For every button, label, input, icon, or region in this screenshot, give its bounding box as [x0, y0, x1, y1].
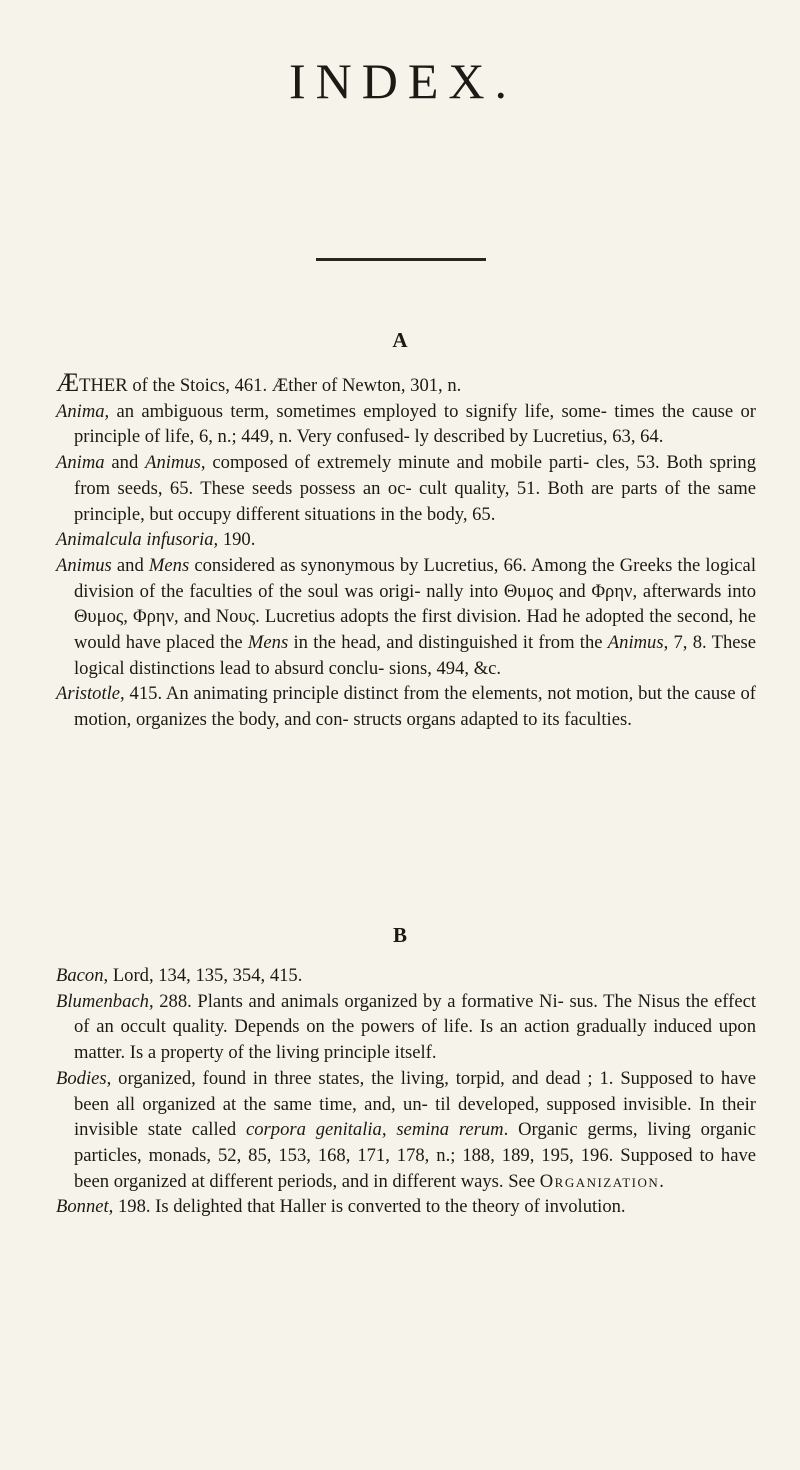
index-entry — [56, 681, 756, 732]
section-b-entries — [56, 963, 756, 1220]
section-letter-a: A — [392, 328, 408, 352]
entry-text: Æ — [56, 368, 80, 397]
entry-headword: Aristotle — [56, 683, 121, 705]
entry-headword: corpora genitalia, semina rerum — [246, 1119, 504, 1141]
index-entry — [56, 450, 756, 527]
entry-text: and — [104, 452, 146, 474]
index-entry — [56, 963, 756, 989]
entry-headword: Animus — [56, 554, 112, 576]
entry-text: . — [659, 1170, 664, 1192]
entry-headword: Bonnet — [56, 1196, 109, 1218]
index-entry — [56, 370, 756, 399]
index-entry — [56, 1194, 756, 1220]
entry-text: , 190. — [213, 529, 256, 551]
index-entry — [56, 989, 756, 1066]
index-entry — [56, 527, 756, 553]
entry-text: , composed of extremely minute and mobile parti- cles, 53. Both spring from seeds, 65. These seeds possess an oc- cult quality, 51. Both are parts of the same principle, but occupy different situations in the body, 65. — [74, 452, 756, 525]
page-title: INDEX. — [288, 53, 518, 109]
cross-reference: Organization — [539, 1170, 660, 1192]
index-entry — [56, 553, 756, 682]
entry-text: , 7, 8. These logical distinctions lead to absurd conclu- sions, 494, &c. — [74, 632, 756, 679]
entry-headword: Bodies — [56, 1067, 107, 1089]
entry-text: , Lord, 134, 135, 354, 415. — [103, 965, 303, 986]
entry-text: THER of the Stoics, 461. Æther of Newton, 301, n. — [79, 375, 462, 396]
entry-text: considered as synonymous by Lucretius, 66. Among the Greeks the logical division of the faculties of the soul was origi- nally into Θυμος and Φρην, afterwards into Θυμος, Φρην, and Νους. Lucretius adopts the first division. Had he adopted the second, he would have placed the — [74, 554, 756, 654]
entry-headword: Animalcula infusoria — [56, 529, 214, 551]
entry-headword: Blumenbach — [56, 990, 149, 1012]
entry-text: . Organic germs, living organic particles, monads, 52, 85, 153, 168, 171, 178, n.; 188, 189, 195, 196. Supposed to have been organized at different periods, and in different ways. See — [74, 1119, 757, 1192]
entry-headword: Animus — [607, 632, 664, 654]
entry-headword: Anima — [56, 452, 105, 474]
section-letter-b: B — [392, 923, 407, 947]
entry-headword: Bacon — [56, 965, 104, 986]
entry-text: , 198. Is delighted that Haller is converted to the theory of involution. — [108, 1196, 626, 1218]
section-a-entries — [56, 370, 756, 733]
entry-headword: Animus — [145, 452, 201, 474]
title-rule — [316, 258, 486, 261]
entry-headword: Anima — [56, 400, 105, 422]
entry-headword: Mens — [148, 554, 190, 576]
index-entry — [56, 399, 756, 450]
entry-text: , organized, found in three states, the living, torpid, and dead ; 1. Supposed to have been all organized at the same time, and, un- til developed, supposed invisible. In their invisible state called — [74, 1067, 756, 1141]
index-entry — [56, 1066, 756, 1195]
entry-text: , 415. An animating principle distinct from the elements, not motion, but the cause of motion, organizes the body, and con- structs organs adapted to its faculties. — [74, 683, 756, 731]
entry-headword: Mens — [247, 632, 289, 654]
entry-text: in the head, and distinguished it from the — [288, 632, 608, 654]
entry-text: and — [111, 554, 149, 576]
entry-text: , 288. Plants and animals organized by a formative Ni- sus. The Nisus the effect of an occult quality. Depends on the powers of life. Is an action gradually induced upon matter. Is a property of the living principle itself. — [74, 990, 756, 1064]
entry-text: , an ambiguous term, sometimes employed to signify life, some- times the cause or principle of life, 6, n.; 449, n. Very confused- ly described by Lucretius, 63, 64. — [74, 400, 756, 448]
